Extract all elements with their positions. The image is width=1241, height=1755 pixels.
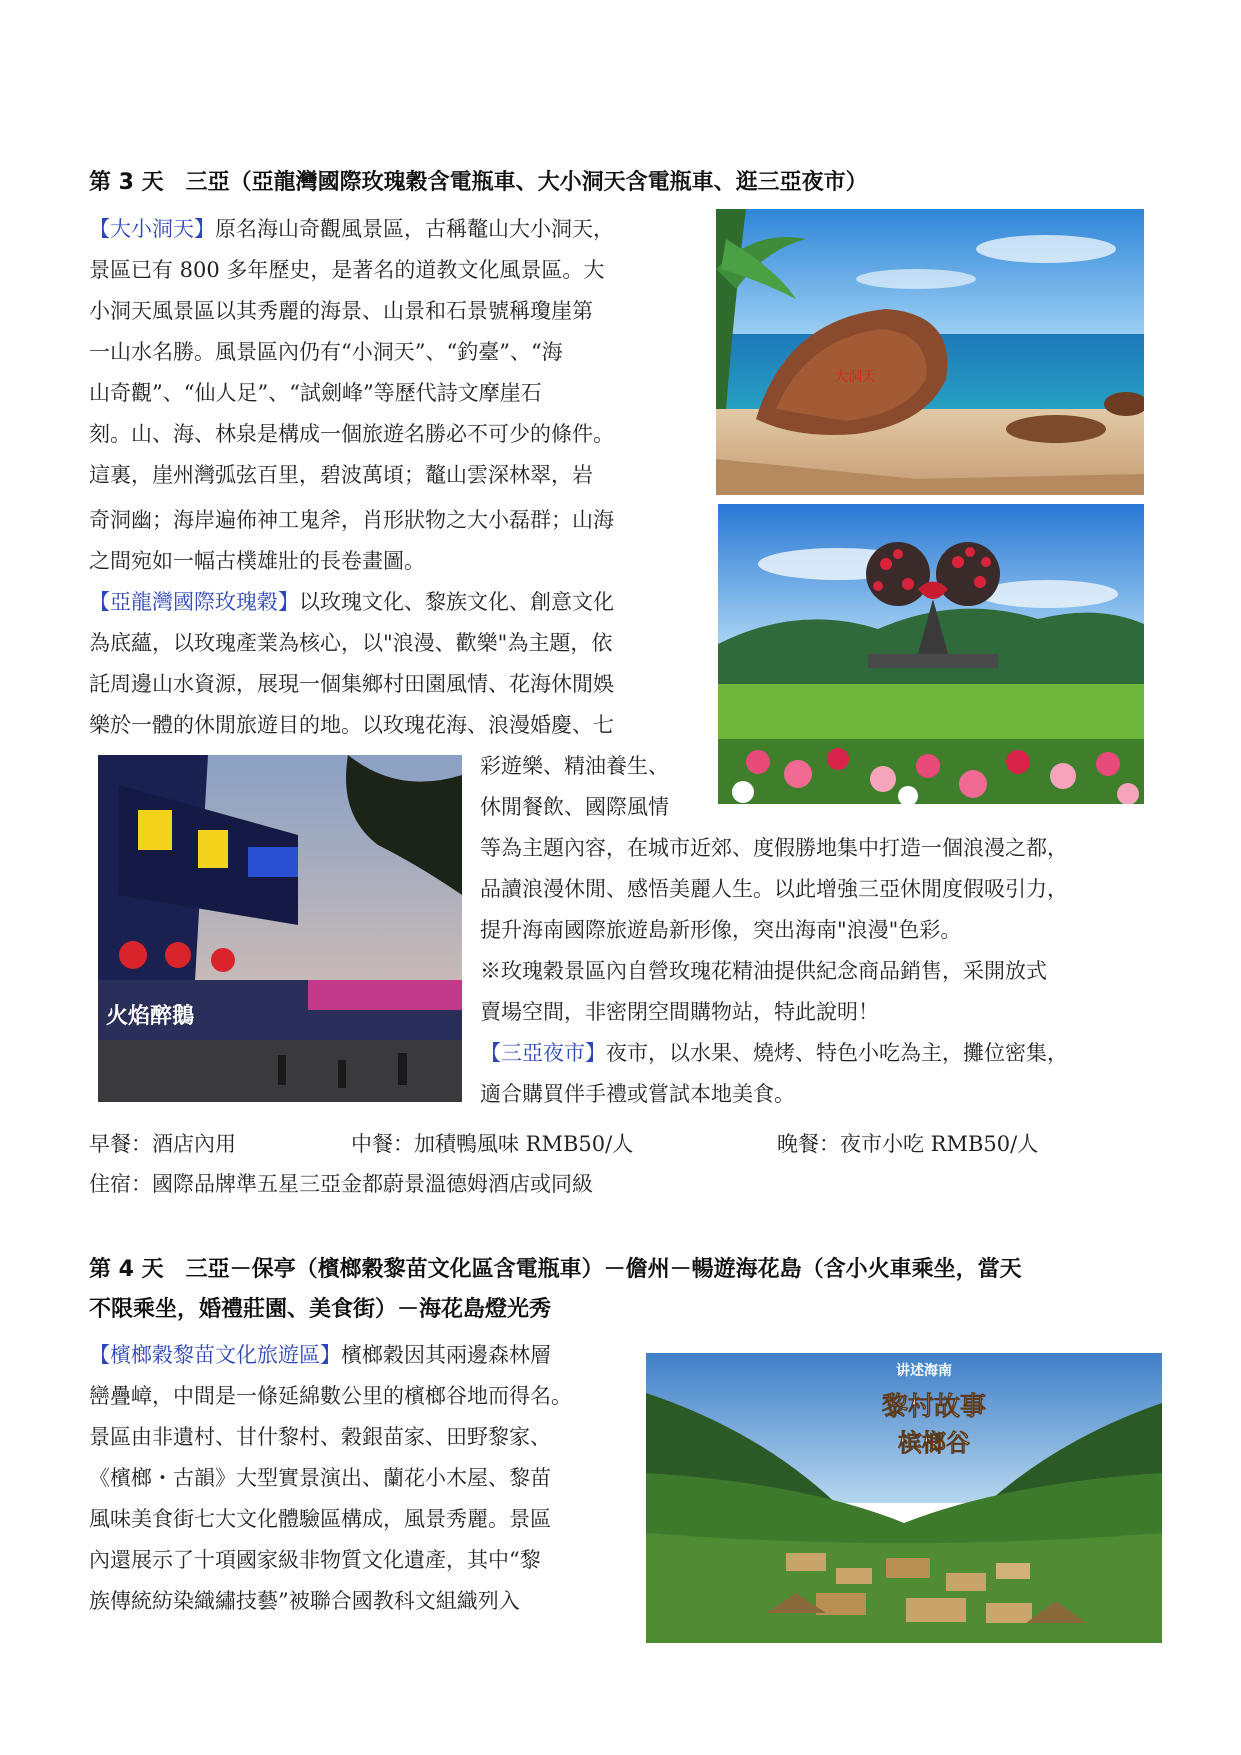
day3-title: 第 3 天 三亞（亞龍灣國際玫瑰穀含電瓶車、大小洞天含電瓶車、逛三亞夜市） xyxy=(89,170,868,195)
night-market-sign: 火焰醉鵝 xyxy=(106,1004,195,1029)
day4-title-line1: 第 4 天 三亞－保亭（檳榔穀黎苗文化區含電瓶車）－儋州－暢遊海花島（含小火車乘坐，當天 xyxy=(89,1257,1022,1282)
dxdt-paragraph: 【大小洞天】原名海山奇觀風景區，古稱鼇山大小洞天， 景區已有 800 多年歷史，是著名的道教文化風景區。大 小洞天風景區以其秀麗的海景、山景和石景號稱瓊崖第 一山水名勝。風景區內仍有“小洞天”、“釣臺”、“海 山奇觀”、“仙人足”、“試劍峰”等歷代詩文摩崖石 刻。山、海、林泉是構成一個旅遊名勝必不可少的條件。 這裏，崖州灣弧弦百里，碧波萬頃；鼇山雲深林翠，岩 xyxy=(89,217,614,487)
meal-breakfast: 早餐：酒店內用 xyxy=(89,1132,236,1156)
meal-dinner: 晚餐：夜市小吃 RMB50/人 xyxy=(777,1132,1039,1156)
night-heading: 【三亞夜市】 xyxy=(480,1041,606,1065)
banner-big-text-1: 黎村故事 xyxy=(882,1392,987,1422)
binlang-paragraph: 【檳榔穀黎苗文化旅遊區】檳榔穀因其兩邊森林層 巒疊嶂，中間是一條延綿數公里的檳榔谷地而得名。 景區由非遺村、甘什黎村、穀銀苗家、田野黎家、 《檳榔・古韻》大型實景演出、蘭花小木屋、黎苗 風味美食街七大文化體驗區構成，風景秀麗。景區 內還展示了十項國家級非物質文化遺產，其中“黎 族傳統紡染織繡技藝”被聯合國教科文組織列入 xyxy=(89,1343,572,1613)
dxdt-paragraph-cont: 奇洞幽；海岸遍佈神工鬼斧，肖形狀物之大小磊群；山海 之間宛如一幅古樸雄壯的長卷畫圖。 xyxy=(89,508,614,573)
meal-lunch: 中餐：加積鴨風味 RMB50/人 xyxy=(351,1132,634,1156)
binlang-valley-photo xyxy=(646,1353,1162,1643)
rose-paragraph: 【亞龍灣國際玫瑰穀】以玫瑰文化、黎族文化、創意文化 為底蘊，以玫瑰產業為核心，以"浪漫、歡樂"為主題，依 託周邊山水資源，展現一個集鄉村田園風情、花海休閒娛 樂於一體的休閒旅遊目的地。以玫瑰花海、浪漫婚慶、七 xyxy=(89,590,614,737)
svg-text:大洞天: 大洞天 xyxy=(834,369,876,385)
rose-paragraph-narrow: 彩遊樂、精油養生、 休閒餐飲、國際風情 xyxy=(480,754,669,819)
rose-valley-photo xyxy=(718,504,1144,804)
dxdt-coast-photo xyxy=(716,209,1144,495)
hotel-info: 住宿：國際品牌準五星三亞金都蔚景溫德姆酒店或同級 xyxy=(89,1172,593,1196)
rose-paragraph-wide: 等為主題內容，在城市近郊、度假勝地集中打造一個浪漫之都， 品讀浪漫休閒、感悟美麗人生。以此增強三亞休閒度假吸引力， 提升海南國際旅遊島新形像，突出海南"浪漫"色彩。 ※玫瑰穀景區內自營玫瑰花精油提供紀念商品銷售，采開放式 賣場空間，非密閉空間購物站，特此說明！ 【三亞夜市】夜市，以水果、燒烤、特色小吃為主，攤位密集， 適合購買伴手禮或嘗試本地美食。 xyxy=(480,836,1068,1106)
binlang-heading: 【檳榔穀黎苗文化旅遊區】 xyxy=(89,1343,341,1367)
night-market-photo xyxy=(98,755,462,1102)
banner-small-text: 讲述海南 xyxy=(896,1363,952,1379)
dxdt-heading: 【大小洞天】 xyxy=(89,217,215,241)
day4-title-line2: 不限乘坐，婚禮莊園、美食街）－海花島燈光秀 xyxy=(89,1297,552,1322)
rose-heading: 【亞龍灣國際玫瑰穀】 xyxy=(89,590,299,614)
banner-big-text-2: 槟榔谷 xyxy=(898,1429,970,1457)
